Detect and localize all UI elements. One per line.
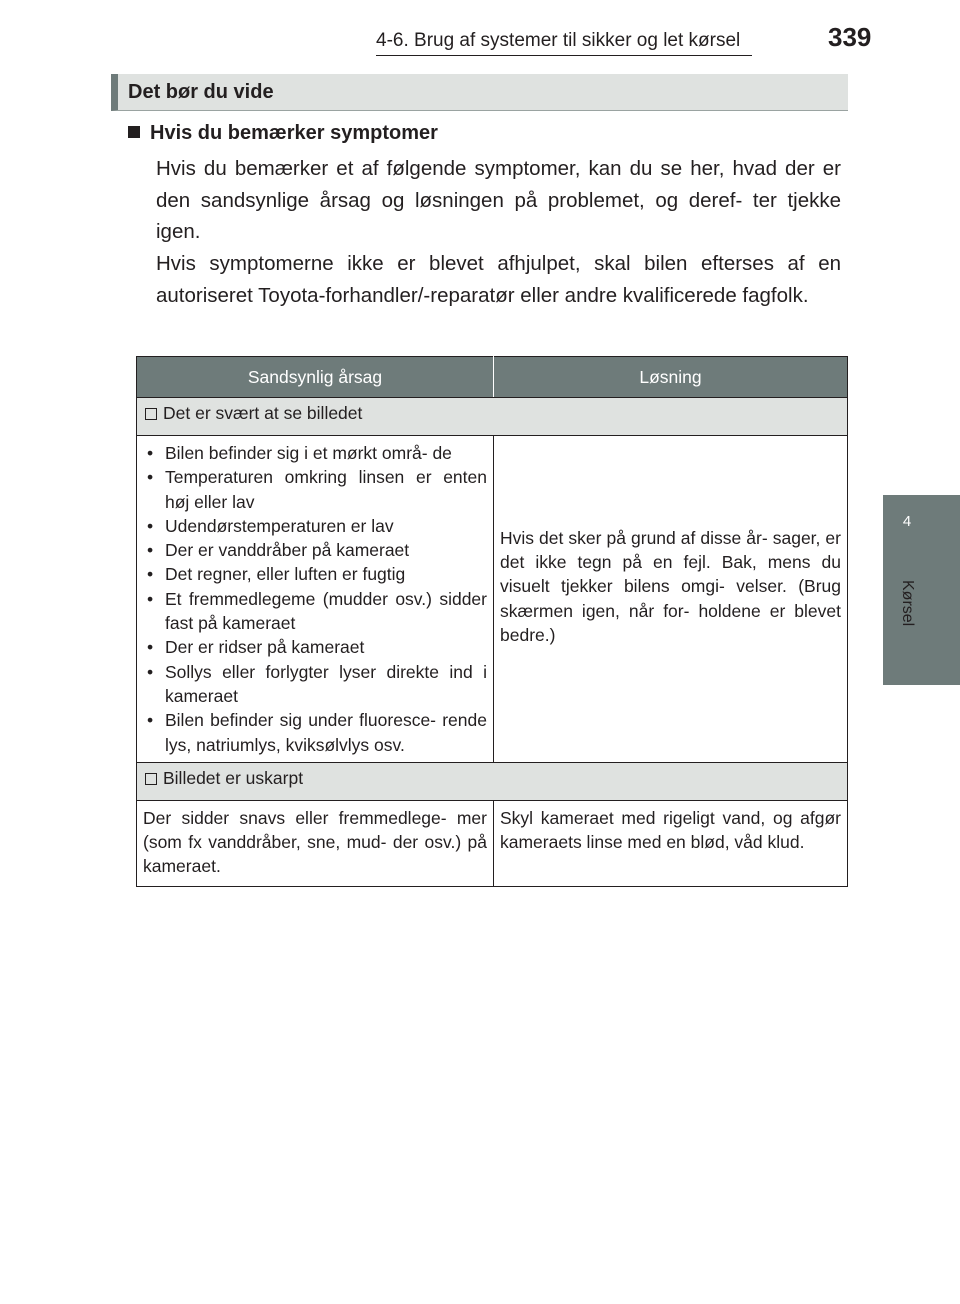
table-row [137, 436, 848, 763]
chapter-tab-number: 4 [902, 513, 912, 530]
list-item: • Der er vanddråber på kameraet [143, 538, 487, 562]
header-rule [376, 55, 752, 56]
category-row [137, 398, 848, 436]
list-item: • Det regner, eller luften er fugtig [143, 562, 487, 586]
symptom-table [136, 356, 848, 887]
list-item: • Der er ridser på kameraet [143, 635, 487, 659]
checkbox-icon [145, 773, 157, 785]
running-header-title: 4-6. Brug af systemer til sikker og let kørsel [376, 30, 741, 51]
category-row [137, 762, 848, 800]
square-bullet-icon [128, 126, 140, 138]
list-item: • Bilen befinder sig under fluoresce- rende lys, natriumlys, kviksølvlys osv. [143, 708, 487, 757]
cause-list [143, 441, 487, 757]
category-cell [137, 762, 848, 800]
category-label: Det er svært at se billedet [163, 403, 363, 423]
solution-cell: Hvis det sker på grund af disse år- sager, er det ikke tegn på en fejl. Bak, mens du visuelt tjekker bilens omgi- velser. (Brug skærmen igen, når for- holdene er blevet bedre.) [494, 436, 848, 763]
list-item: • Et fremmedlegeme (mudder osv.) sidder fast på kameraet [143, 587, 487, 636]
list-item: • Temperaturen omkring linsen er enten høj eller lav [143, 465, 487, 514]
table-header-row [137, 357, 848, 398]
cause-cell [137, 436, 494, 763]
table-row [137, 800, 848, 886]
info-box-header [111, 74, 848, 111]
solution-cell: Skyl kameraet med rigeligt vand, og afgør kameraets linse med en blød, våd klud. [494, 800, 848, 886]
list-item: • Udendørstemperaturen er lav [143, 514, 487, 538]
list-item: • Bilen befinder sig i et mørkt områ- de [143, 441, 487, 465]
paragraph-intro: Hvis du bemærker et af følgende symptomer, kan du se her, hvad der er den sandsynlige årsag og løsningen på problemet, og deref- ter tjekke igen. [156, 157, 841, 243]
category-cell [137, 398, 848, 436]
section-heading [128, 122, 438, 145]
paragraph-service: Hvis symptomerne ikke er blevet afhjulpet, skal bilen efterses af en autoriseret Toyota-forhandler/-reparatør eller andre kvalificerede fagfolk. [156, 252, 841, 307]
checkbox-icon [145, 408, 157, 420]
info-box-title: Det bør du vide [128, 81, 274, 103]
page-number: 339 [828, 22, 872, 52]
section-heading-text: Hvis du bemærker symptomer [150, 122, 438, 144]
category-label: Billedet er uskarpt [163, 767, 304, 788]
chapter-tab [883, 495, 960, 685]
chapter-tab-label: Kørsel [899, 580, 916, 627]
column-header-cause: Sandsynlig årsag [137, 357, 494, 398]
column-header-solution: Løsning [494, 357, 848, 398]
list-item: • Sollys eller forlygter lyser direkte ind i kameraet [143, 660, 487, 709]
cause-cell: Der sidder snavs eller fremmedlege- mer (som fx vanddråber, sne, mud- der osv.) på kameraet. [137, 800, 494, 886]
